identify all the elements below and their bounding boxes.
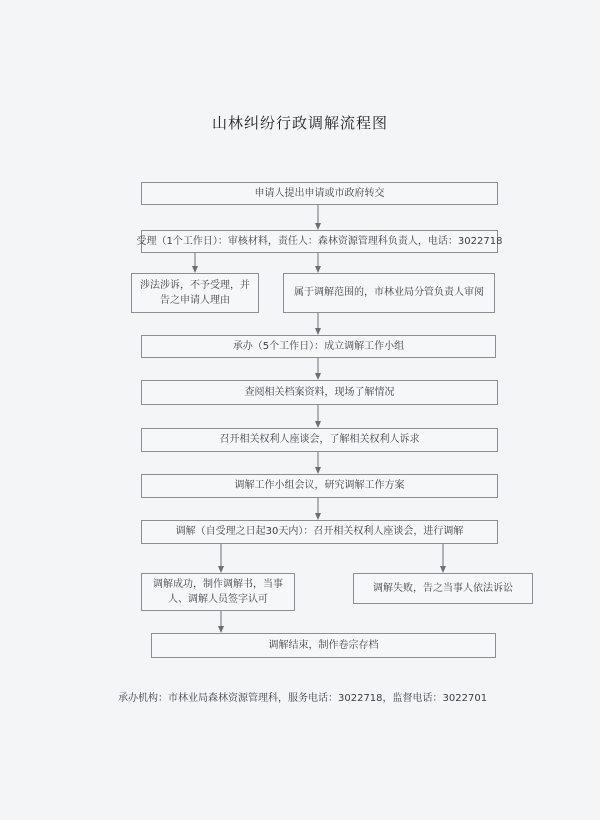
- step-mediate-label: 调解（自受理之日起30天内）：召开相关权利人座谈会，进行调解: [175, 526, 464, 538]
- arrowhead: [315, 328, 321, 335]
- arrowhead: [315, 467, 321, 474]
- step-undertake: [141, 335, 496, 358]
- step-reject: [131, 273, 259, 313]
- step-success-label: 调解成功，制作调解书，当事人、调解人员签字认可: [153, 578, 283, 605]
- arrowhead: [315, 421, 321, 428]
- step-apply: [141, 182, 498, 205]
- arrowhead: [192, 266, 198, 273]
- step-review: [283, 273, 495, 313]
- step-hearing: [141, 428, 498, 452]
- step-close: [151, 633, 496, 658]
- step-hearing-label: 召开相关权利人座谈会，了解相关权利人诉求: [219, 434, 420, 446]
- page-title: 山林纠纷行政调解流程图: [211, 114, 388, 132]
- arrowhead: [218, 626, 224, 633]
- step-meeting: [141, 474, 498, 498]
- step-success: [141, 573, 295, 611]
- step-accept-label: 受理（1个工作日）：审核材料，责任人：森林资源管理科负责人，电话：3022718: [136, 235, 503, 247]
- step-accept: [136, 230, 503, 253]
- step-close-label: 调解结束，制作卷宗存档: [268, 639, 379, 651]
- arrowhead: [440, 566, 446, 573]
- arrowhead: [315, 373, 321, 380]
- arrowhead: [218, 566, 224, 573]
- step-failure-label: 调解失败，告之当事人依法诉讼: [373, 582, 513, 594]
- step-undertake-label: 承办（5个工作日）：成立调解工作小组: [232, 340, 405, 352]
- step-failure: [353, 573, 533, 604]
- step-mediate: [141, 520, 498, 544]
- step-meeting-label: 调解工作小组会议，研究调解工作方案: [234, 480, 405, 492]
- step-reject-label: 涉法涉诉，不予受理，并告之申请人理由: [140, 279, 250, 306]
- arrowhead: [315, 223, 321, 230]
- arrowhead: [315, 513, 321, 520]
- arrowhead: [315, 266, 321, 273]
- step-review-label: 属于调解范围的，市林业局分管负责人审阅: [294, 287, 484, 299]
- step-investigate-label: 查阅相关档案资料，现场了解情况: [244, 386, 395, 398]
- step-investigate: [141, 380, 498, 405]
- contact-footer: 承办机构：市林业局森林资源管理科，服务电话：3022718，监督电话：3022701: [118, 693, 488, 704]
- step-apply-label: 申请人提出申请或市政府转交: [254, 187, 385, 199]
